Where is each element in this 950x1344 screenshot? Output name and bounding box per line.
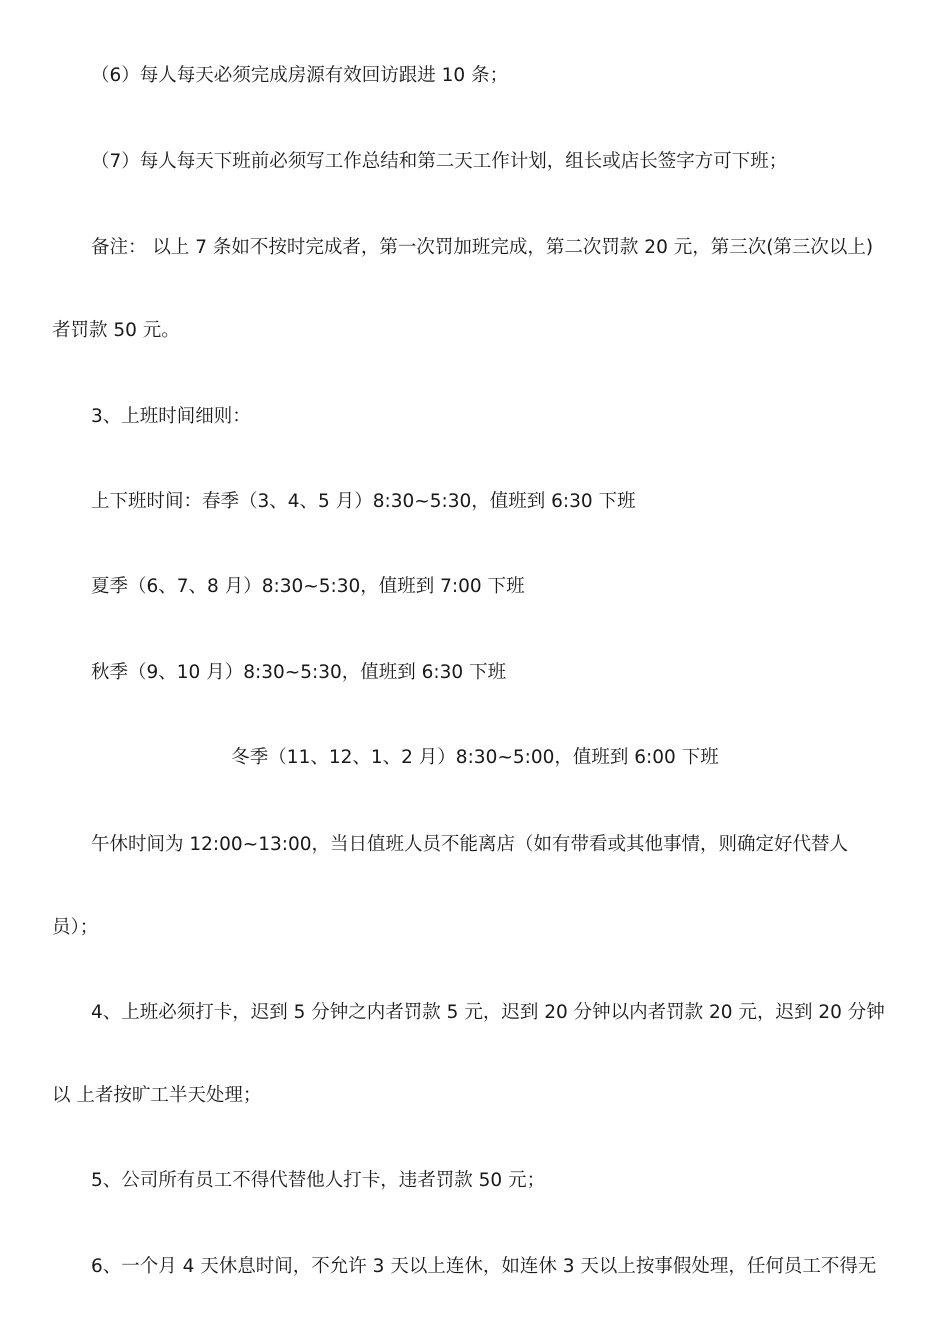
autumn-schedule-line: 秋季（9、10 月）8:30~5:30，值班到 6:30 下班: [91, 662, 507, 683]
lunch-break-line-1: 午休时间为 12:00~13:00，当日值班人员不能离店（如有带看或其他事情，则确定好代替人: [91, 834, 849, 855]
winter-schedule-line: 冬季（11、12、1、2 月）8:30~5:00，值班到 6:00 下班: [231, 747, 719, 768]
section-4-line-1: 4、上班必须打卡，迟到 5 分钟之内者罚款 5 元，迟到 20 分钟以内者罚款 20 元，迟到 20 分钟: [91, 1002, 885, 1023]
rule-6-line: （6）每人每天必须完成房源有效回访跟进 10 条；: [91, 65, 509, 86]
summer-schedule-line: 夏季（6、7、8 月）8:30~5:30，值班到 7:00 下班: [91, 576, 525, 597]
note-line-1: 备注： 以上 7 条如不按时完成者，第一次罚加班完成，第二次罚款 20 元，第三次(第三次以上): [91, 237, 874, 258]
section-3-heading: 3、上班时间细则：: [91, 406, 251, 427]
lunch-break-line-2: 员）；: [52, 917, 99, 938]
note-line-2: 者罚款 50 元。: [52, 320, 180, 341]
spring-schedule-line: 上下班时间：春季（3、4、5 月）8:30~5:30，值班到 6:30 下班: [91, 491, 636, 512]
section-4-line-2: 以 上者按旷工半天处理；: [52, 1085, 262, 1106]
section-6-line: 6、一个月 4 天休息时间，不允许 3 天以上连休，如连休 3 天以上按事假处理，任何员工不得无: [91, 1256, 877, 1277]
rule-7-line: （7）每人每天下班前必须写工作总结和第二天工作计划，组长或店长签字方可下班；: [91, 151, 788, 172]
section-5-line: 5、公司所有员工不得代替他人打卡，违者罚款 50 元；: [91, 1170, 546, 1191]
